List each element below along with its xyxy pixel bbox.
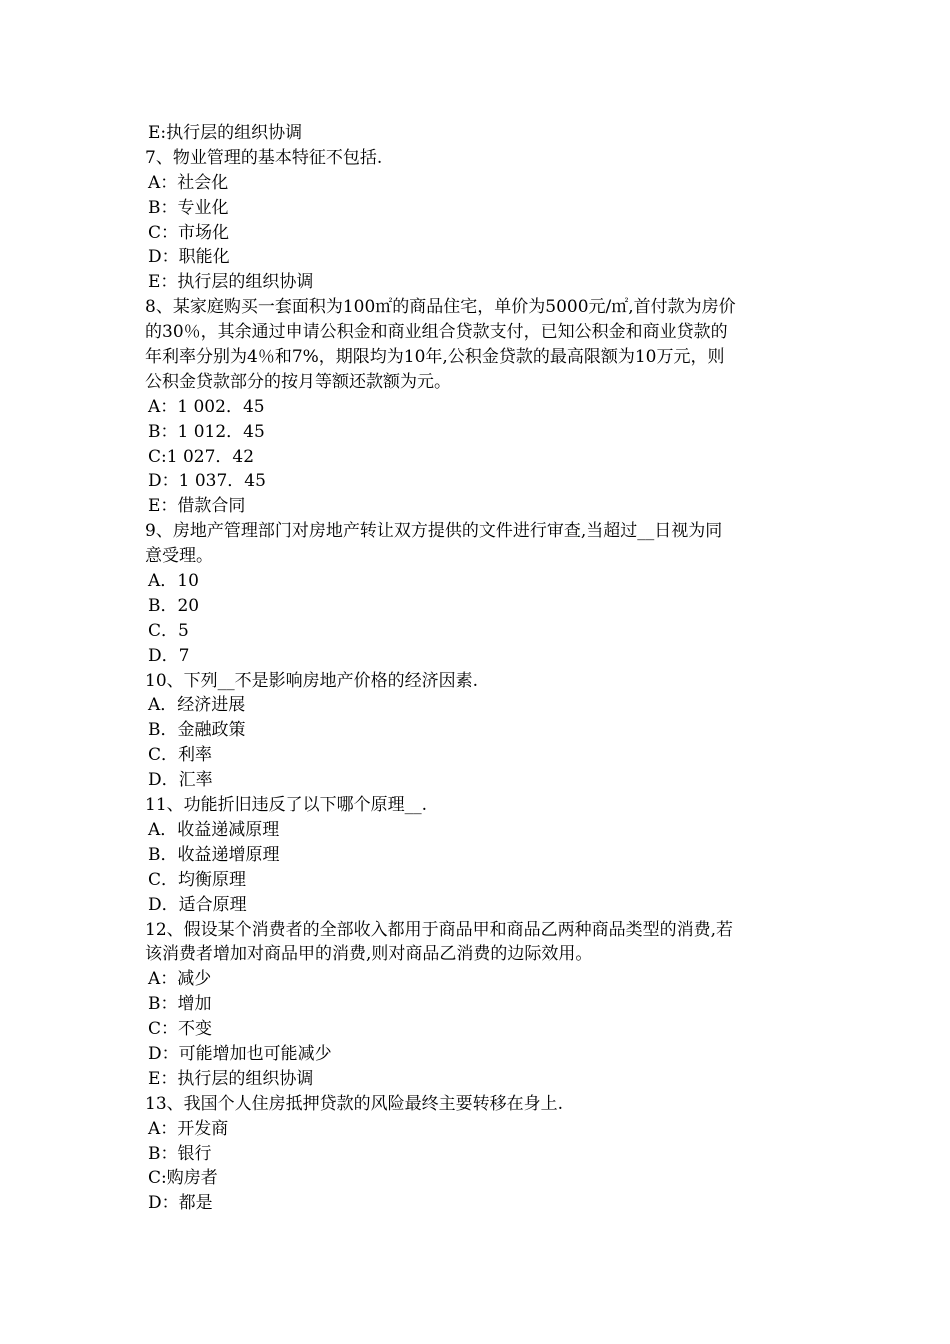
answer-option-line: E:执行层的组织协调 <box>148 123 303 143</box>
answer-option-line: C:1 027．42 <box>148 446 255 467</box>
answer-option-line: D．汇率 <box>148 770 213 791</box>
answer-option-line: A：1 002．45 <box>148 396 265 417</box>
question-text-line: 10、下列__不是影响房地产价格的经济因素. <box>145 670 479 691</box>
question-text-line: 年利率分别为4％和7%，期限均为10年,公积金贷款的最高限额为10万元，则 <box>145 347 725 368</box>
answer-option-line: C：市场化 <box>148 222 230 243</box>
answer-option-line: C:购房者 <box>148 1168 218 1189</box>
answer-option-line: B：专业化 <box>148 197 229 218</box>
question-text-line: 公积金贷款部分的按月等额还款额为元。 <box>145 371 451 392</box>
answer-option-line: D：都是 <box>148 1193 213 1214</box>
question-text-line: 11、功能折旧违反了以下哪个原理__. <box>145 795 428 816</box>
question-text-line: 该消费者增加对商品甲的消费,则对商品乙消费的边际效用。 <box>145 944 593 965</box>
answer-option-line: D：可能增加也可能减少 <box>148 1043 332 1064</box>
question-text-line: 的30％，其余通过申请公积金和商业组合贷款支付，已知公积金和商业贷款的 <box>145 322 728 343</box>
answer-option-line: B．金融政策 <box>148 720 246 741</box>
question-text-line: 9、房地产管理部门对房地产转让双方提供的文件进行审查,当超过__日视为同 <box>145 521 723 542</box>
question-text-line: 意受理。 <box>145 546 213 567</box>
answer-option-line: D：职能化 <box>148 247 230 268</box>
answer-option-line: B．收益递增原理 <box>148 844 280 865</box>
answer-option-line: E：借款合同 <box>148 496 246 517</box>
answer-option-line: B．20 <box>148 595 200 616</box>
question-text-line: 13、我国个人住房抵押贷款的风险最终主要转移在身上. <box>145 1093 564 1114</box>
answer-option-line: A：减少 <box>148 969 212 990</box>
answer-option-line: A．收益递减原理 <box>148 819 280 840</box>
answer-option-line: D：1 037．45 <box>148 471 266 492</box>
answer-option-line: C．均衡原理 <box>148 869 247 890</box>
answer-option-line: A：社会化 <box>148 172 229 193</box>
answer-option-line: C：不变 <box>148 1019 213 1040</box>
answer-option-line: A：开发商 <box>148 1118 229 1139</box>
answer-option-line: A．经济进展 <box>148 695 246 716</box>
answer-option-line: B：银行 <box>148 1143 212 1164</box>
answer-option-line: E：执行层的组织协调 <box>148 272 314 293</box>
answer-option-line: C．5 <box>148 620 189 641</box>
answer-option-line: D．适合原理 <box>148 894 247 915</box>
answer-option-line: C．利率 <box>148 745 213 766</box>
answer-option-line: A．10 <box>148 571 199 592</box>
question-text-line: 8、某家庭购买一套面积为100㎡的商品住宅，单价为5000元/㎡,首付款为房价 <box>145 297 736 318</box>
question-text-line: 12、假设某个消费者的全部收入都用于商品甲和商品乙两种商品类型的消费,若 <box>145 919 734 940</box>
answer-option-line: E：执行层的组织协调 <box>148 1068 314 1089</box>
answer-option-line: B：增加 <box>148 994 212 1015</box>
answer-option-line: D．7 <box>148 645 190 666</box>
question-text-line: 7、物业管理的基本特征不包括. <box>145 147 383 168</box>
answer-option-line: B：1 012．45 <box>148 421 265 442</box>
document-page <box>145 121 810 1216</box>
